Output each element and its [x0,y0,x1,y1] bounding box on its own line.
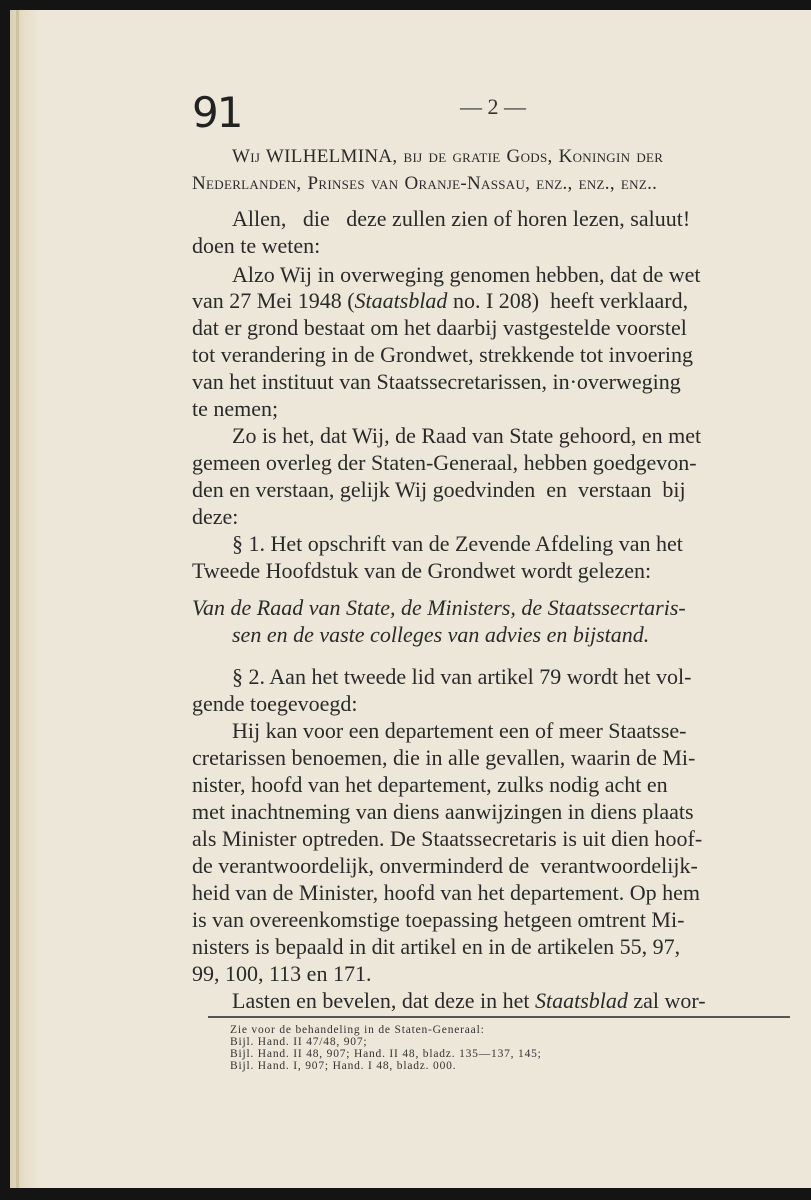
section1-italic-line-2: sen en de vaste colleges van advies en bijstand. [232,622,650,647]
section2-text-line-5: als Minister optreden. De Staatssecretaris is uit dien hoof- [192,826,703,851]
considering-line-2: van 27 Mei 1948 (Staatsblad no. I 208) heeft verklaard, [192,288,689,313]
considering-line-5: van het instituut van Staatssecretarissen, in·overweging [192,369,681,394]
greeting-line-1: Allen, die deze zullen zien of horen lezen, saluut! [232,206,691,231]
section2-line-2: gende toegevoegd: [192,691,358,716]
considering-line-3: dat er grond bestaat om het daarbij vastgestelde voorstel [192,315,687,340]
footnote-line-1: Zie voor de behandeling in de Staten-Generaal: [230,1024,485,1036]
page-number: — 2 — [460,94,526,119]
footnote-line-3: Bijl. Hand. II 48, 907; Hand. II 48, bladz. 135—137, 145; [230,1048,542,1060]
book-page [10,10,811,1188]
section1-italic-line-1: Van de Raad van State, de Ministers, de Staatssecrtaris- [192,595,686,620]
section2-text-line-9: nisters is bepaald in dit artikel en in de artikelen 55, 97, [192,934,681,959]
section2-text-line-3: nister, hoofd van het departement, zulks nodig acht en [192,772,668,797]
footnote-line-2: Bijl. Hand. II 47/48, 907; [230,1036,368,1048]
greeting-line-2: doen te weten: [192,233,321,258]
section2-text-line-10: 99, 100, 113 en 171. [192,961,372,986]
decision-line-4: deze: [192,504,239,529]
section2-text-line-4: met inachtneming van diens aanwijzingen in diens plaats [192,799,694,824]
section2-line-1: § 2. Aan het tweede lid van artikel 79 wordt het vol- [232,664,692,689]
section2-text-line-2: cretarissen benoemen, die in alle gevallen, waarin de Mi- [192,745,696,770]
footnote-divider [208,1016,790,1018]
heading-line-2: Nederlanden, Prinses van Oranje-Nassau, enz., enz., enz.. [192,173,658,194]
folio-mark: 91 [192,88,242,137]
considering-line-4: tot verandering in de Grondwet, strekkende tot invoering [192,342,693,367]
considering-line-1: Alzo Wij in overweging genomen hebben, dat de wet [232,262,701,287]
binding-edge [10,10,40,1188]
decision-line-3: den en verstaan, gelijk Wij goedvinden en verstaan bij [192,477,686,502]
decision-line-1: Zo is het, dat Wij, de Raad van State gehoord, en met [232,423,702,448]
section2-text-line-7: heid van de Minister, hoofd van het departement. Op hem [192,880,701,905]
section1-line-1: § 1. Het opschrift van de Zevende Afdeling van het [232,531,683,556]
decision-line-2: gemeen overleg der Staten-Generaal, hebben goedgevon- [192,450,697,475]
closing-line: Lasten en bevelen, dat deze in het Staatsblad zal wor- [232,988,706,1013]
footnote-line-4: Bijl. Hand. I, 907; Hand. I 48, bladz. 000. [230,1060,457,1072]
considering-line-6: te nemen; [192,396,279,421]
section1-line-2: Tweede Hoofdstuk van de Grondwet wordt gelezen: [192,558,652,583]
section2-text-line-8: is van overeenkomstige toepassing hetgeen omtrent Mi- [192,907,685,932]
section2-text-line-1: Hij kan voor een departement een of meer Staatsse- [232,718,687,743]
heading-line-1: Wij WILHELMINA, bij de gratie Gods, Koningin der [232,146,664,167]
section2-text-line-6: de verantwoordelijk, onverminderd de verantwoordelijk- [192,853,698,878]
